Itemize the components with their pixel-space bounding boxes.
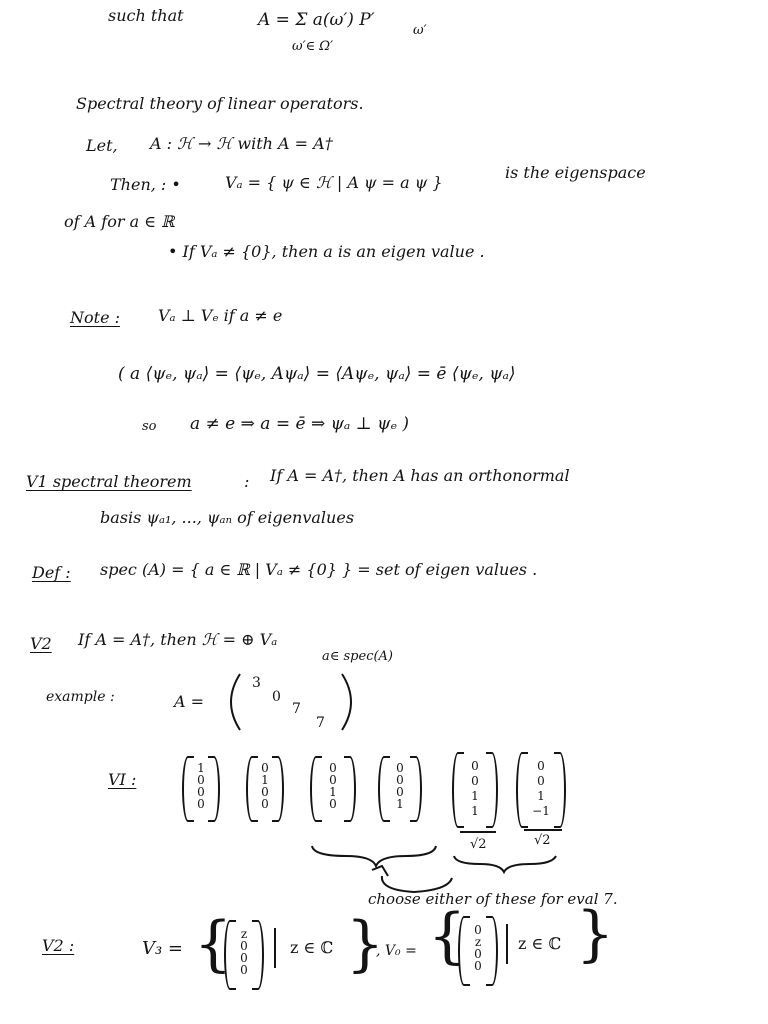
matrix-left-paren [226,672,356,732]
basis-vector-4 [378,756,422,818]
choose-note: choose either of these for eval 7. [368,890,618,908]
eigenvalue-bullet: • If Vₐ ≠ {0}, then a is an eigen value . [168,242,485,261]
v3-vector [224,920,264,986]
v0-set-bar [506,924,508,964]
example-label: example : [46,689,115,705]
v1-colon: : [244,472,250,491]
vector-entry: 0 [474,947,482,961]
vector-entry: 0 [474,923,482,937]
v0-vector [458,916,498,982]
vector-entry: 1 [471,789,479,803]
vector-entry: 0 [471,774,479,788]
vector-entry: 1 [396,797,404,811]
v2-bottom-label: V2 : [42,936,75,955]
orthogonality-derivation: ( a ⟨ψₑ, ψₐ⟩ = ⟨ψₑ, Aψₐ⟩ = ⟨Aψₑ, ψₐ⟩ = ē ⟨ψₑ, ψₐ⟩ [118,364,516,384]
vector-entry: 0 [261,761,269,775]
sum-expression: A = Σ a(ω′) P′ [258,10,375,30]
vector-entry: 0 [396,773,404,787]
vector-entry: 1 [261,773,269,787]
vector-entry: 1 [471,804,479,818]
sum-subscript: ω′∈ Ω′ [292,39,334,54]
vector-entry: 0 [197,797,205,811]
projector-subscript: ω′ [413,23,427,38]
of-a-line: of A for a ∈ ℝ [64,212,175,231]
orthogonality-conclusion: a ≠ e ⇒ a = ē ⇒ ψₐ ⊥ ψₑ ) [190,414,410,434]
v0-set-condition: z ∈ ℂ [518,934,562,953]
vector-entry: 0 [261,785,269,799]
v3-set-condition: z ∈ ℂ [290,938,334,957]
v0-close-brace: } [576,899,615,969]
v3-set-bar [274,928,276,968]
vector-entry: 1 [537,789,545,803]
vector-entry: 0 [197,773,205,787]
vector-entry: 1 [197,761,205,775]
eigenspace-tail: is the eigenspace [505,163,646,182]
vector-entry: 0 [396,761,404,775]
vector-entry: 0 [329,797,337,811]
note-statement: Vₐ ⊥ Vₑ if a ≠ e [158,306,283,325]
v0-equals: , V₀ = [376,943,417,959]
v3-open-brace: { [194,909,233,979]
such-that-text: such that [108,6,184,25]
note-label: Note : [70,308,121,327]
spec-definition: spec (A) = { a ∈ ℝ | Vₐ ≠ {0} } = set of eigen values . [100,560,538,579]
v1-statement: If A = A†, then A has an orthonormal [270,466,570,485]
let-statement: A : ℋ → ℋ with A = A† [150,134,333,153]
so-label: so [142,419,157,434]
basis-line: basis ψₐ₁, ..., ψₐₙ of eigenvalues [100,508,355,527]
example-matrix [226,672,356,732]
basis-vector-5 [452,752,498,824]
matrix-entry-2: 0 [272,689,281,705]
vector-entry: z [474,935,482,949]
matrix-entry-4: 7 [316,715,325,731]
vector-entry: 0 [329,761,337,775]
v1-theorem-label: V1 spectral theorem [26,472,192,491]
v2-statement: If A = A†, then ℋ = ⊕ Vₐ [78,630,278,649]
vector-entry: −1 [532,804,550,818]
vector-entry: 0 [329,773,337,787]
basis-vector-6 [516,752,566,824]
matrix-a-equals: A = [174,692,205,711]
eigenspace-definition: Vₐ = { ψ ∈ ℋ | A ψ = a ψ } [225,173,443,192]
basis-vector-3 [310,756,356,818]
vector-entry: 0 [240,951,248,965]
basis-vector-2 [246,756,284,818]
vector-entry: 0 [197,785,205,799]
v2-label: V2 [30,634,52,653]
vector-entry: 0 [471,759,479,773]
matrix-entry-3: 7 [292,701,301,717]
v0-open-brace: { [428,901,467,971]
matrix-entry-1: 3 [252,675,261,691]
vector-entry: 0 [474,959,482,973]
then-label: Then, : • [110,175,181,194]
vector-entry: 0 [240,939,248,953]
vector-entry: 0 [396,785,404,799]
v2-subscript: a∈ spec(A) [322,649,394,664]
v3-equals: V₃ = [142,938,184,959]
vector-entry: z [240,927,248,941]
vector-entry: 0 [261,797,269,811]
sqrt2-denominator-1: √2 [470,837,487,852]
v3-close-brace: } [346,909,385,979]
def-label: Def : [32,563,71,582]
vector-entry: 0 [240,963,248,977]
basis-vector-1 [182,756,220,818]
vector-entry: 0 [537,774,545,788]
vector-entry: 0 [537,759,545,773]
section-heading: Spectral theory of linear operators. [76,94,364,113]
sqrt2-denominator-2: √2 [534,833,551,848]
let-label: Let, [86,136,118,155]
vector-entry: 1 [329,785,337,799]
vi-label: VI : [108,770,137,789]
